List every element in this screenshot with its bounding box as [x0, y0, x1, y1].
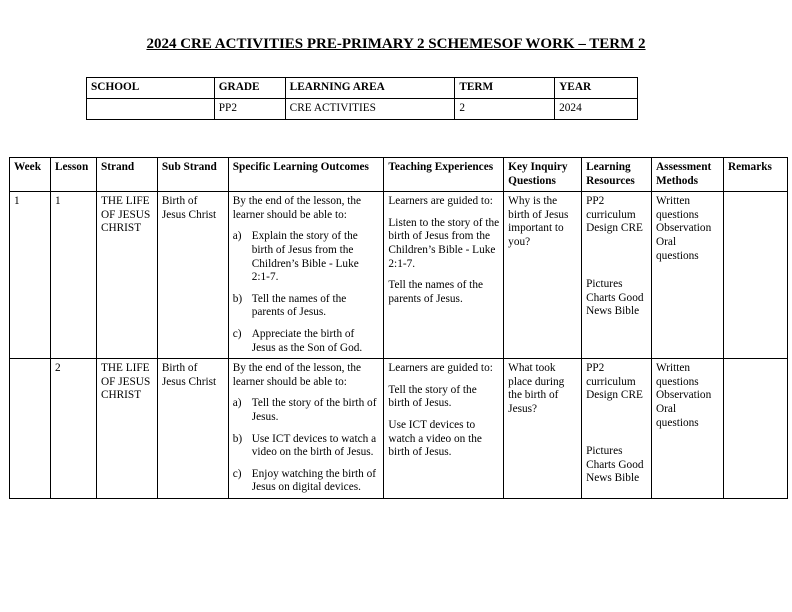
table-row — [10, 359, 788, 499]
outcome-text: Tell the names of the parents of Jesus. — [251, 292, 347, 319]
header-week: Week — [10, 158, 51, 192]
info-header-term: TERM — [455, 78, 555, 99]
cell-resources — [582, 192, 652, 359]
header-resources: Learning Resources — [582, 158, 652, 192]
outcome-item — [233, 230, 380, 284]
header-assessment: Assessment Methods — [652, 158, 724, 192]
info-header-grade: GRADE — [214, 78, 285, 99]
header-outcomes: Specific Learning Outcomes — [228, 158, 384, 192]
outcome-marker: c) — [232, 467, 242, 480]
header-lesson: Lesson — [50, 158, 96, 192]
cell-strand: THE LIFE OF JESUS CHRIST — [96, 192, 157, 359]
outcomes-list — [233, 397, 380, 495]
cell-assessment: Written questions Observation Oral questions — [652, 359, 724, 499]
outcomes-intro: By the end of the lesson, the learner should be able to: — [232, 195, 362, 221]
cell-experiences — [384, 359, 504, 499]
resources-materials: Pictures Charts Good News Bible — [586, 277, 644, 318]
cell-week — [10, 359, 51, 499]
table-row — [10, 192, 788, 359]
experience-text: Listen to the story of the birth of Jesus from the Children’s Bible - Luke 2:1-7. — [388, 216, 500, 270]
page-title: 2024 CRE ACTIVITIES PRE-PRIMARY 2 SCHEMESOF WORK – TERM 2 — [146, 36, 646, 52]
school-info-table — [86, 77, 638, 120]
outcome-text: Enjoy watching the birth of Jesus on digital devices. — [251, 467, 376, 494]
outcomes-intro: By the end of the lesson, the learner should be able to: — [232, 362, 362, 388]
table-header-row — [10, 158, 788, 192]
experience-text: Tell the names of the parents of Jesus. — [388, 279, 483, 305]
info-value-school — [87, 98, 215, 119]
info-value-row — [87, 98, 638, 119]
resources-materials: Pictures Charts Good News Bible — [586, 444, 644, 485]
outcome-item — [233, 468, 380, 495]
header-sub-strand: Sub Strand — [157, 158, 228, 192]
header-strand: Strand — [96, 158, 157, 192]
outcome-marker: c) — [232, 327, 242, 340]
cell-strand: THE LIFE OF JESUS CHRIST — [96, 359, 157, 499]
cell-question: What took place during the birth of Jesus? — [504, 359, 582, 499]
cell-resources — [582, 359, 652, 499]
outcome-marker: a) — [232, 397, 242, 410]
cell-week: 1 — [10, 192, 51, 359]
outcome-text: Explain the story of the birth of Jesus from the Children’s Bible - Luke 2:1-7. — [251, 230, 359, 284]
outcome-item — [233, 397, 380, 424]
outcome-item — [233, 293, 380, 320]
cell-remarks — [723, 192, 787, 359]
outcomes-list — [233, 230, 380, 355]
cell-outcomes — [228, 192, 384, 359]
scheme-of-work-table — [9, 157, 788, 499]
cell-lesson: 2 — [50, 359, 96, 499]
info-value-learning-area: CRE ACTIVITIES — [285, 98, 455, 119]
experience-text: Use ICT devices to watch a video on the birth of Jesus. — [388, 418, 482, 459]
header-experiences: Teaching Experiences — [384, 158, 504, 192]
outcome-marker: a) — [232, 230, 242, 243]
cell-lesson: 1 — [50, 192, 96, 359]
experience-text: Learners are guided to: — [388, 195, 493, 208]
info-value-year: 2024 — [555, 98, 638, 119]
cell-sub-strand: Birth of Jesus Christ — [157, 359, 228, 499]
outcome-marker: b) — [232, 292, 243, 305]
outcome-item — [233, 328, 380, 355]
outcome-item — [233, 433, 380, 460]
cell-sub-strand: Birth of Jesus Christ — [157, 192, 228, 359]
info-value-grade: PP2 — [214, 98, 285, 119]
info-header-year: YEAR — [555, 78, 638, 99]
resources-curriculum: PP2 curriculum Design CRE — [586, 362, 643, 402]
cell-outcomes — [228, 359, 384, 499]
header-questions: Key Inquiry Questions — [504, 158, 582, 192]
cell-question: Why is the birth of Jesus important to you? — [504, 192, 582, 359]
info-value-term: 2 — [455, 98, 555, 119]
cell-remarks — [723, 359, 787, 499]
info-header-row — [87, 78, 638, 99]
info-header-learning-area: LEARNING AREA — [285, 78, 455, 99]
cell-experiences — [384, 192, 504, 359]
resources-curriculum: PP2 curriculum Design CRE — [586, 195, 643, 235]
info-header-school: SCHOOL — [87, 78, 215, 99]
header-remarks: Remarks — [723, 158, 787, 192]
outcome-text: Appreciate the birth of Jesus as the Son of God. — [251, 327, 363, 354]
outcome-text: Tell the story of the birth of Jesus. — [251, 397, 377, 423]
outcome-marker: b) — [232, 432, 243, 445]
experience-text: Learners are guided to: — [388, 362, 493, 375]
cell-assessment: Written questions Observation Oral questions — [652, 192, 724, 359]
experience-text: Tell the story of the birth of Jesus. — [388, 383, 477, 410]
outcome-text: Use ICT devices to watch a video on the birth of Jesus. — [251, 432, 377, 459]
